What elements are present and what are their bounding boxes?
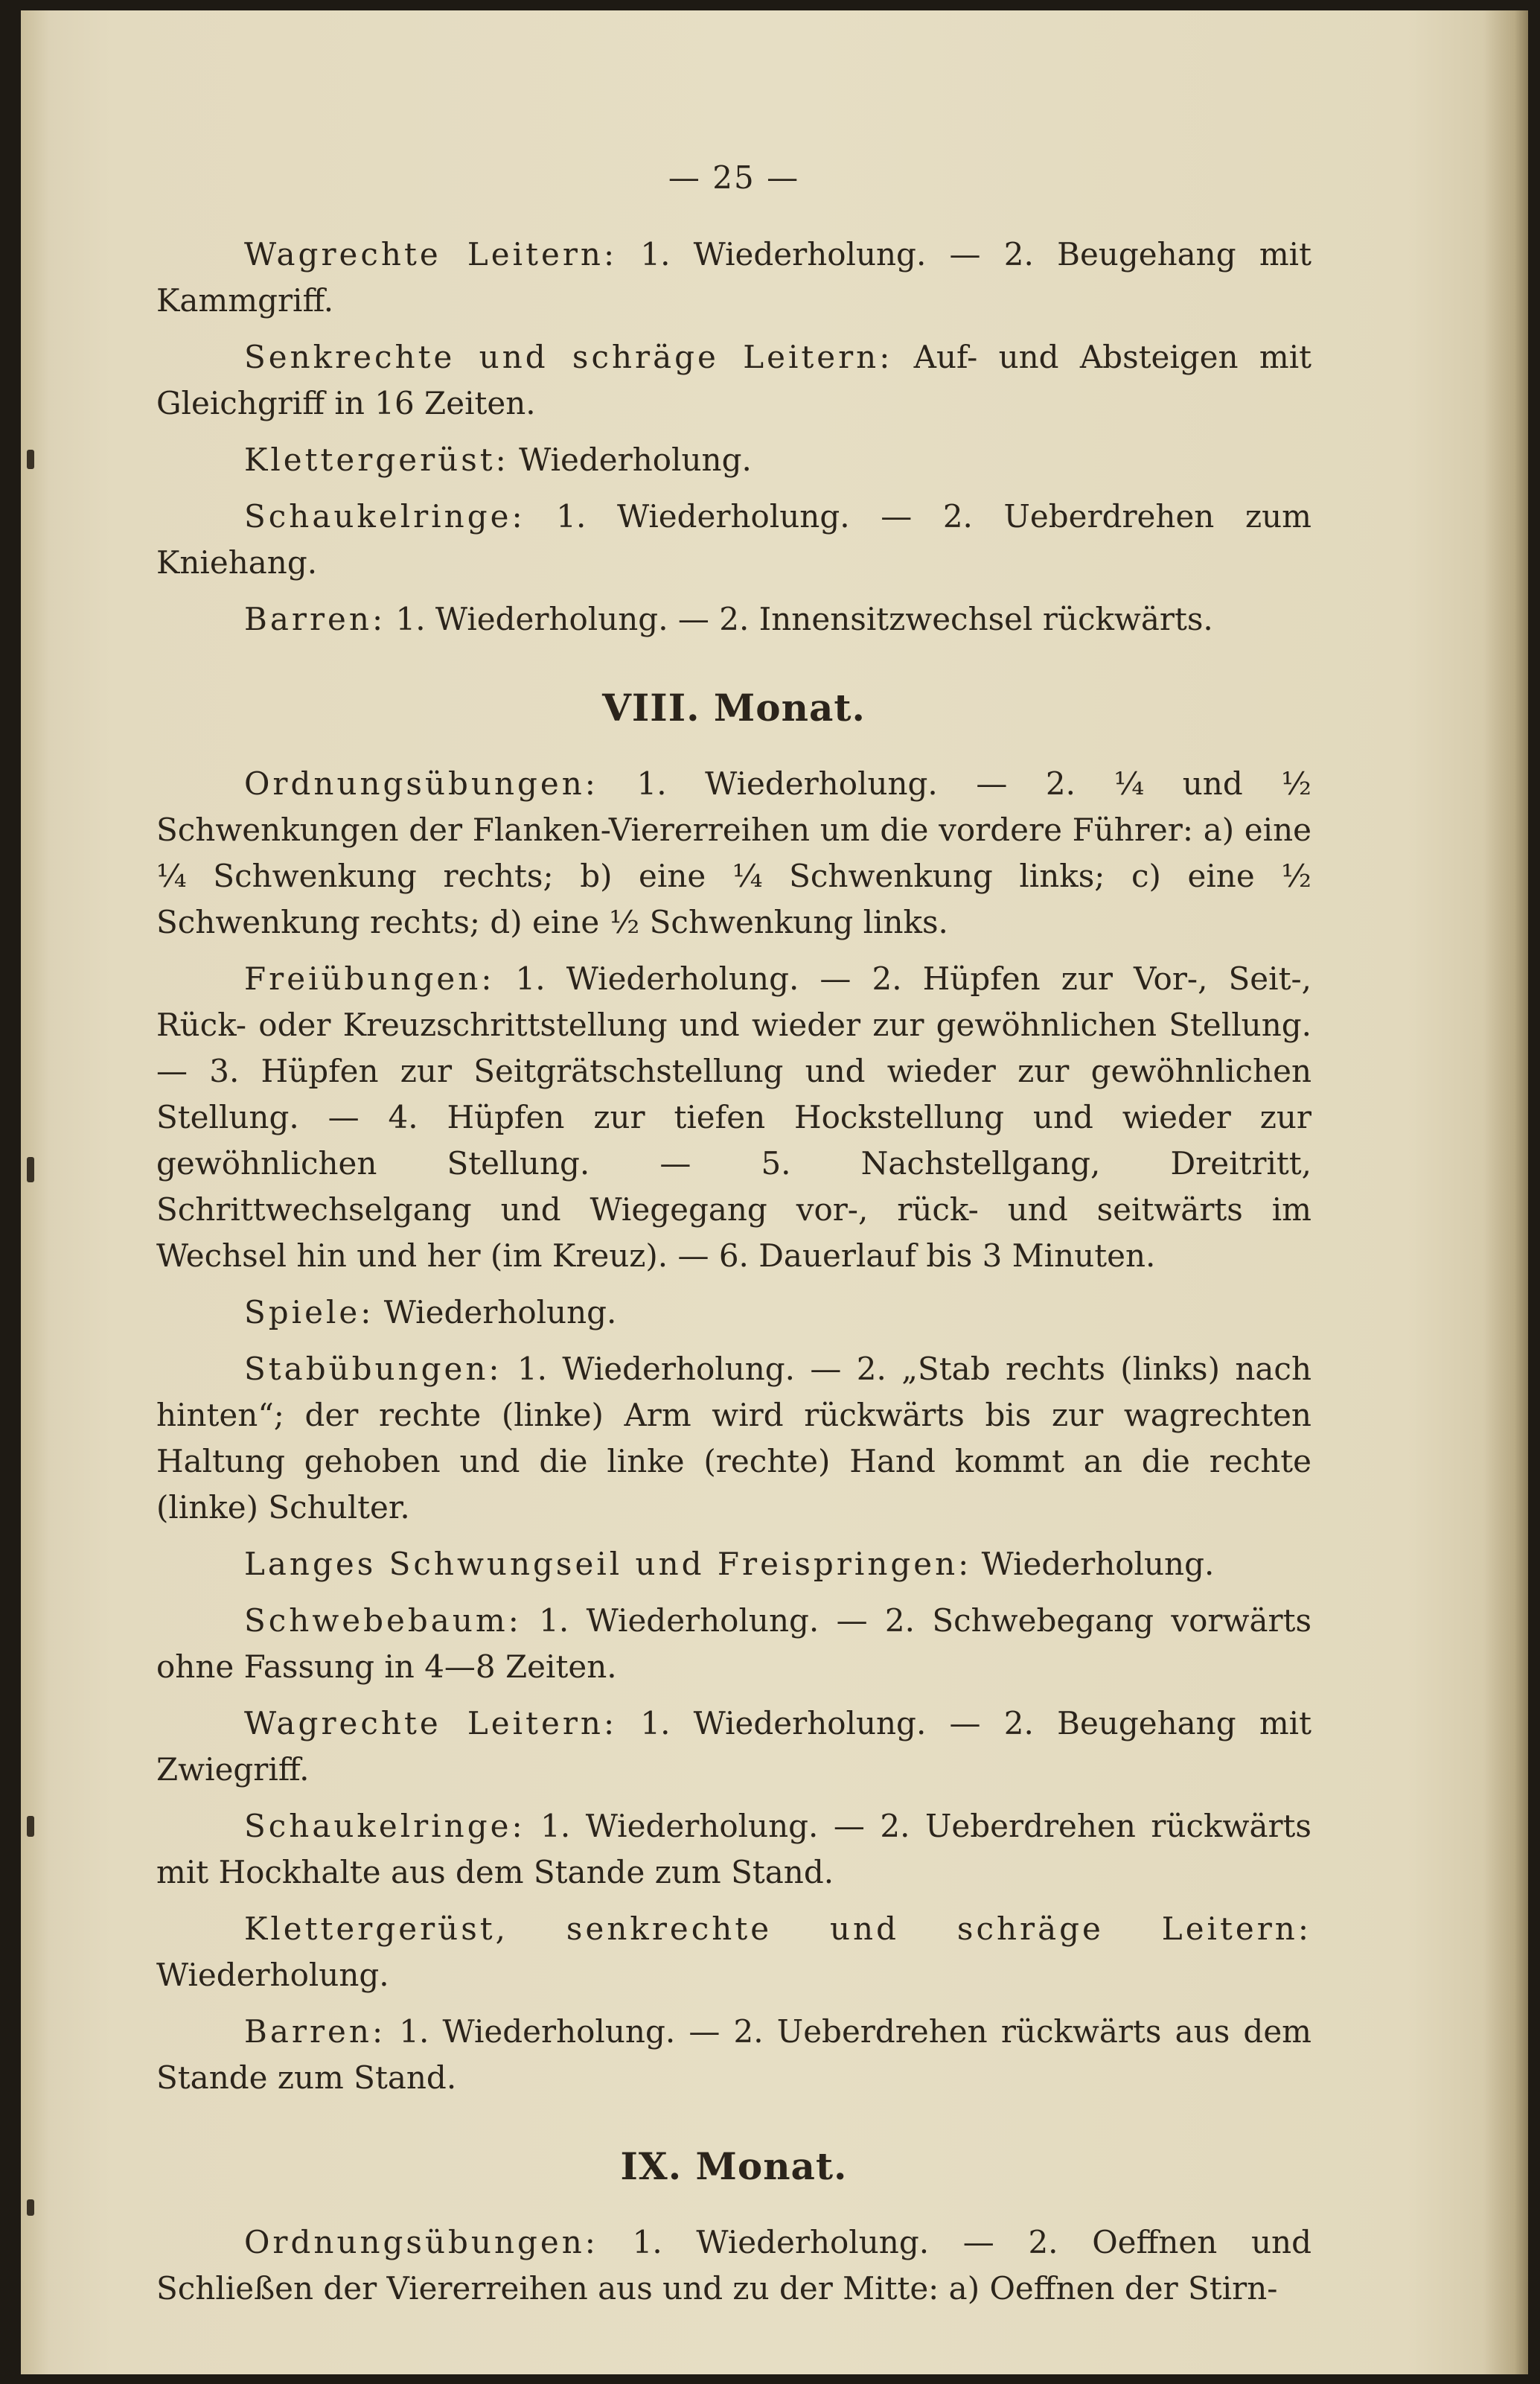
paragraph-lead: Schaukelringe:: [244, 1808, 525, 1844]
paragraph-body: 1. Wiederholung. — 2. Oeffnen und Schließen der Viererreihen aus und zu der Mitte: a) Oeffnen der Stirn-: [156, 2224, 1311, 2307]
paragraph-lead: Freiübungen:: [244, 960, 495, 997]
paragraph-body: 1. Wiederholung. — 2. Ueberdrehen rückwärts aus dem Stande zum Stand.: [156, 2013, 1311, 2096]
paragraph-body: 1. Wiederholung. — 2. Beugehang mit Kammgriff.: [156, 236, 1311, 319]
paragraph-body: 1. Wiederholung. — 2. „Stab rechts (links) nach hinten“; der rechte (linke) Arm wird rückwärts bis zur wagrechten Haltung gehoben und die linke (rechte) Hand kommt an die rechte (linke) Schulter.: [156, 1351, 1311, 1526]
paragraph: [156, 956, 1311, 1279]
paragraph-body: 1. Wiederholung. — 2. Innensitzwechsel rückwärts.: [386, 601, 1213, 637]
section-continued: [156, 232, 1311, 643]
paragraph-body: Wiederholung.: [971, 1546, 1215, 1582]
paragraph-body: 1. Wiederholung. — 2. ¼ und ½ Schwenkungen der Flanken-Viererreihen um die vordere Führer: a) eine ¼ Schwenkung rechts; b) eine ¼ Schwenkung links; c) eine ½ Schwenkung rechts; d) eine ½ Schwenkung links.: [156, 765, 1311, 940]
text-column: [156, 159, 1311, 2322]
paragraph-lead: Schwebebaum:: [244, 1602, 522, 1639]
paragraph-lead: Senkrechte und schräge Leitern:: [244, 339, 893, 375]
paragraph-body: Wiederholung.: [374, 1294, 617, 1330]
paragraph-body: 1. Wiederholung. — 2. Ueberdrehen rückwärts mit Hockhalte aus dem Stande zum Stand.: [156, 1808, 1311, 1890]
paragraph-lead: Ordnungsübungen:: [244, 765, 598, 802]
paragraph-lead: Schaukelringe:: [244, 498, 525, 535]
paragraph: [156, 1598, 1311, 1690]
paragraph-lead: Stabübungen:: [244, 1351, 502, 1387]
paragraph: [156, 1346, 1311, 1531]
paragraph: [156, 437, 1311, 483]
margin-mark: [27, 450, 34, 469]
paragraph: [156, 596, 1311, 643]
paragraph: [156, 1290, 1311, 1336]
page-number: — 25 —: [668, 159, 800, 196]
paragraph-lead: Wagrechte Leitern:: [244, 236, 618, 272]
section-heading-month-8: VIII. Monat.: [602, 686, 866, 730]
paragraph-body: Auf- und Absteigen mit Gleichgriff in 16 Zeiten.: [156, 339, 1312, 421]
paragraph-lead: Barren:: [244, 601, 386, 637]
page-edge-shadow: [1483, 10, 1528, 2374]
paragraph-body: 1. Wiederholung. — 2. Schwebegang vorwärts ohne Fassung in 4—8 Zeiten.: [156, 1602, 1311, 1685]
margin-mark: [27, 1157, 34, 1182]
margin-mark: [27, 1816, 34, 1837]
page-gutter-shadow: [21, 10, 49, 2374]
paragraph: [156, 334, 1311, 427]
paragraph-lead: Spiele:: [244, 1294, 374, 1330]
paragraph-lead: Langes Schwungseil und Freispringen:: [244, 1546, 972, 1582]
book-page: [21, 10, 1528, 2374]
section-month-8: [156, 761, 1311, 2101]
paragraph-lead: Klettergerüst:: [244, 442, 509, 478]
section-month-9: [156, 2219, 1311, 2312]
paragraph-lead: Ordnungsübungen:: [244, 2224, 598, 2260]
paragraph: [156, 1701, 1311, 1793]
paragraph: [156, 494, 1311, 586]
margin-mark: [27, 2199, 34, 2216]
paragraph-body: Wiederholung.: [508, 442, 752, 478]
paragraph-body: Wiederholung.: [156, 1957, 389, 1993]
paragraph: [156, 1906, 1311, 1998]
section-heading-month-9: IX. Monat.: [620, 2144, 848, 2188]
paragraph: [156, 232, 1311, 324]
paragraph-lead: Klettergerüst, senkrechte und schräge Leitern:: [244, 1910, 1311, 1947]
paragraph: [156, 1541, 1311, 1587]
paragraph: [156, 761, 1311, 946]
paragraph: [156, 2219, 1311, 2312]
paragraph-body: 1. Wiederholung. — 2. Hüpfen zur Vor-, Seit-, Rück- oder Kreuzschrittstellung und wieder zur gewöhnlichen Stellung. — 3. Hüpfen zur Seitgrätschstellung und wieder zur gewöhnlichen Stellung. — 4. Hüpfen zur tiefen Hockstellung und wieder zur gewöhnlichen Stellung. — 5. Nachstellgang, Dreitritt, Schrittwechselgang und Wiegegang vor-, rück- und seitwärts im Wechsel hin und her (im Kreuz). — 6. Dauerlauf bis 3 Minuten.: [156, 960, 1311, 1274]
paragraph-lead: Wagrechte Leitern:: [244, 1705, 618, 1741]
paragraph-body: 1. Wiederholung. — 2. Beugehang mit Zwiegriff.: [156, 1705, 1311, 1788]
paragraph: [156, 2009, 1311, 2101]
paragraph-lead: Barren:: [244, 2013, 386, 2050]
paragraph-body: 1. Wiederholung. — 2. Ueberdrehen zum Kniehang.: [156, 498, 1311, 581]
paragraph: [156, 1803, 1311, 1896]
